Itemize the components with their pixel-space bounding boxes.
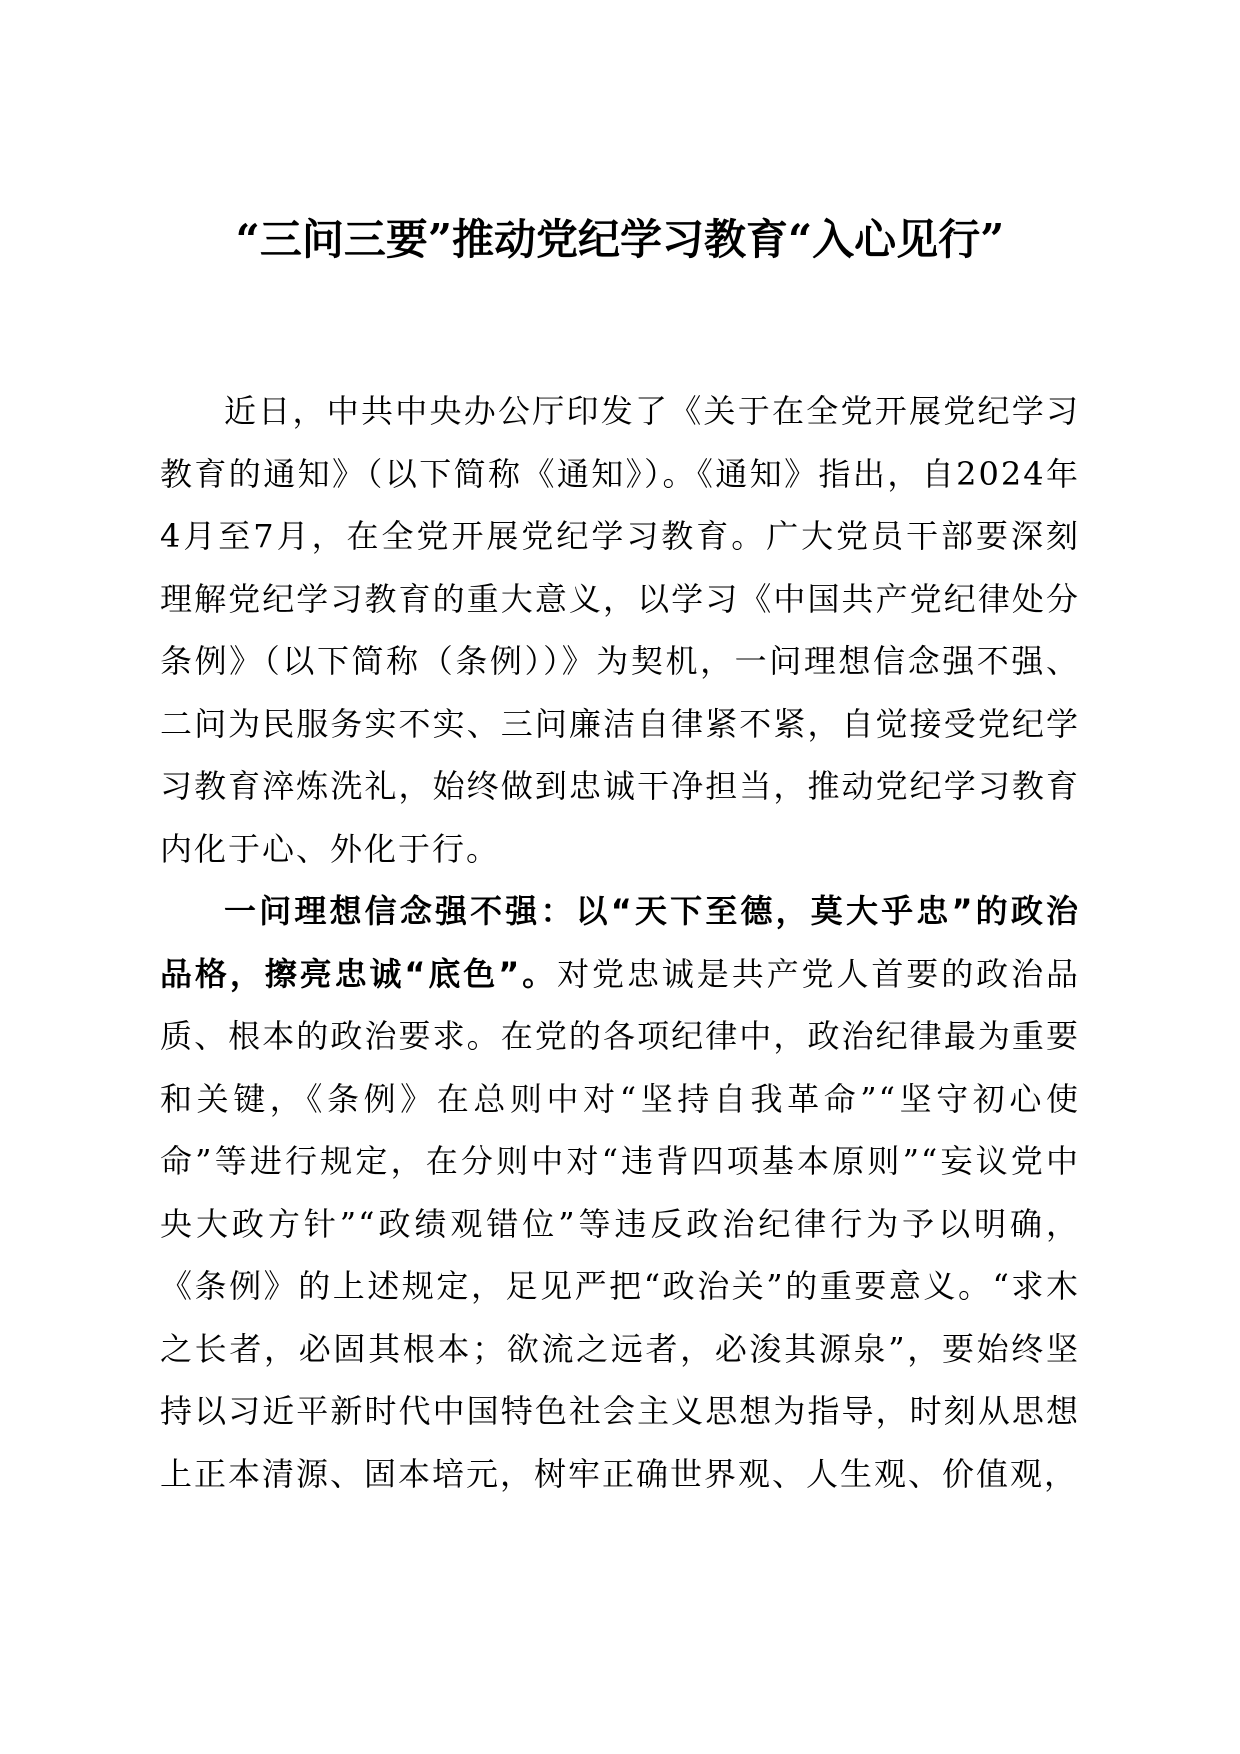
document-body: [160, 380, 1080, 1505]
document-title: “三问三要”推动党纪学习教育“入心见行”: [235, 215, 1005, 264]
paragraph-text: 近日，中共中央办公厅印发了《关于在全党开展党纪学习教育的通知》（以下简称《通知》）。《通知》指出，自2024年4月至7月，在全党开展党纪学习教育。广大党员干部要深刻理解党纪学习教育的重大意义，以学习《中国共产党纪律处分条例》（以下简称（条例））》为契机，一问理想信念强不强、二问为民服务实不实、三问廉洁自律紧不紧，自觉接受党纪学习教育淬炼洗礼，始终做到忠诚干净担当，推动党纪学习教育内化于心、外化于行。: [160, 392, 1080, 868]
paragraph-text: 对党忠诚是共产党人首要的政治品质、根本的政治要求。在党的各项纪律中，政治纪律最为重要和关键，《条例》在总则中对“坚持自我革命”“坚守初心使命”等进行规定，在分则中对“违背四项基本原则”“妄议党中央大政方针”“政绩观错位”等违反政治纪律行为予以明确，《条例》的上述规定，足见严把“政治关”的重要意义。“求木之长者，必固其根本；欲流之远者，必浚其源泉”，要始终坚持以习近平新时代中国特色社会主义思想为指导，时刻从思想上正本清源、固本培元，树牢正确世界观、人生观、价值观，: [160, 954, 1080, 1493]
paragraph-lead: 一问理想信念强不强：以“天下至德，莫大乎忠”的政治品格，擦亮忠诚“底色”。: [160, 892, 1080, 993]
paragraph-section-one: [160, 880, 1080, 1505]
paragraph-intro: [160, 380, 1080, 880]
